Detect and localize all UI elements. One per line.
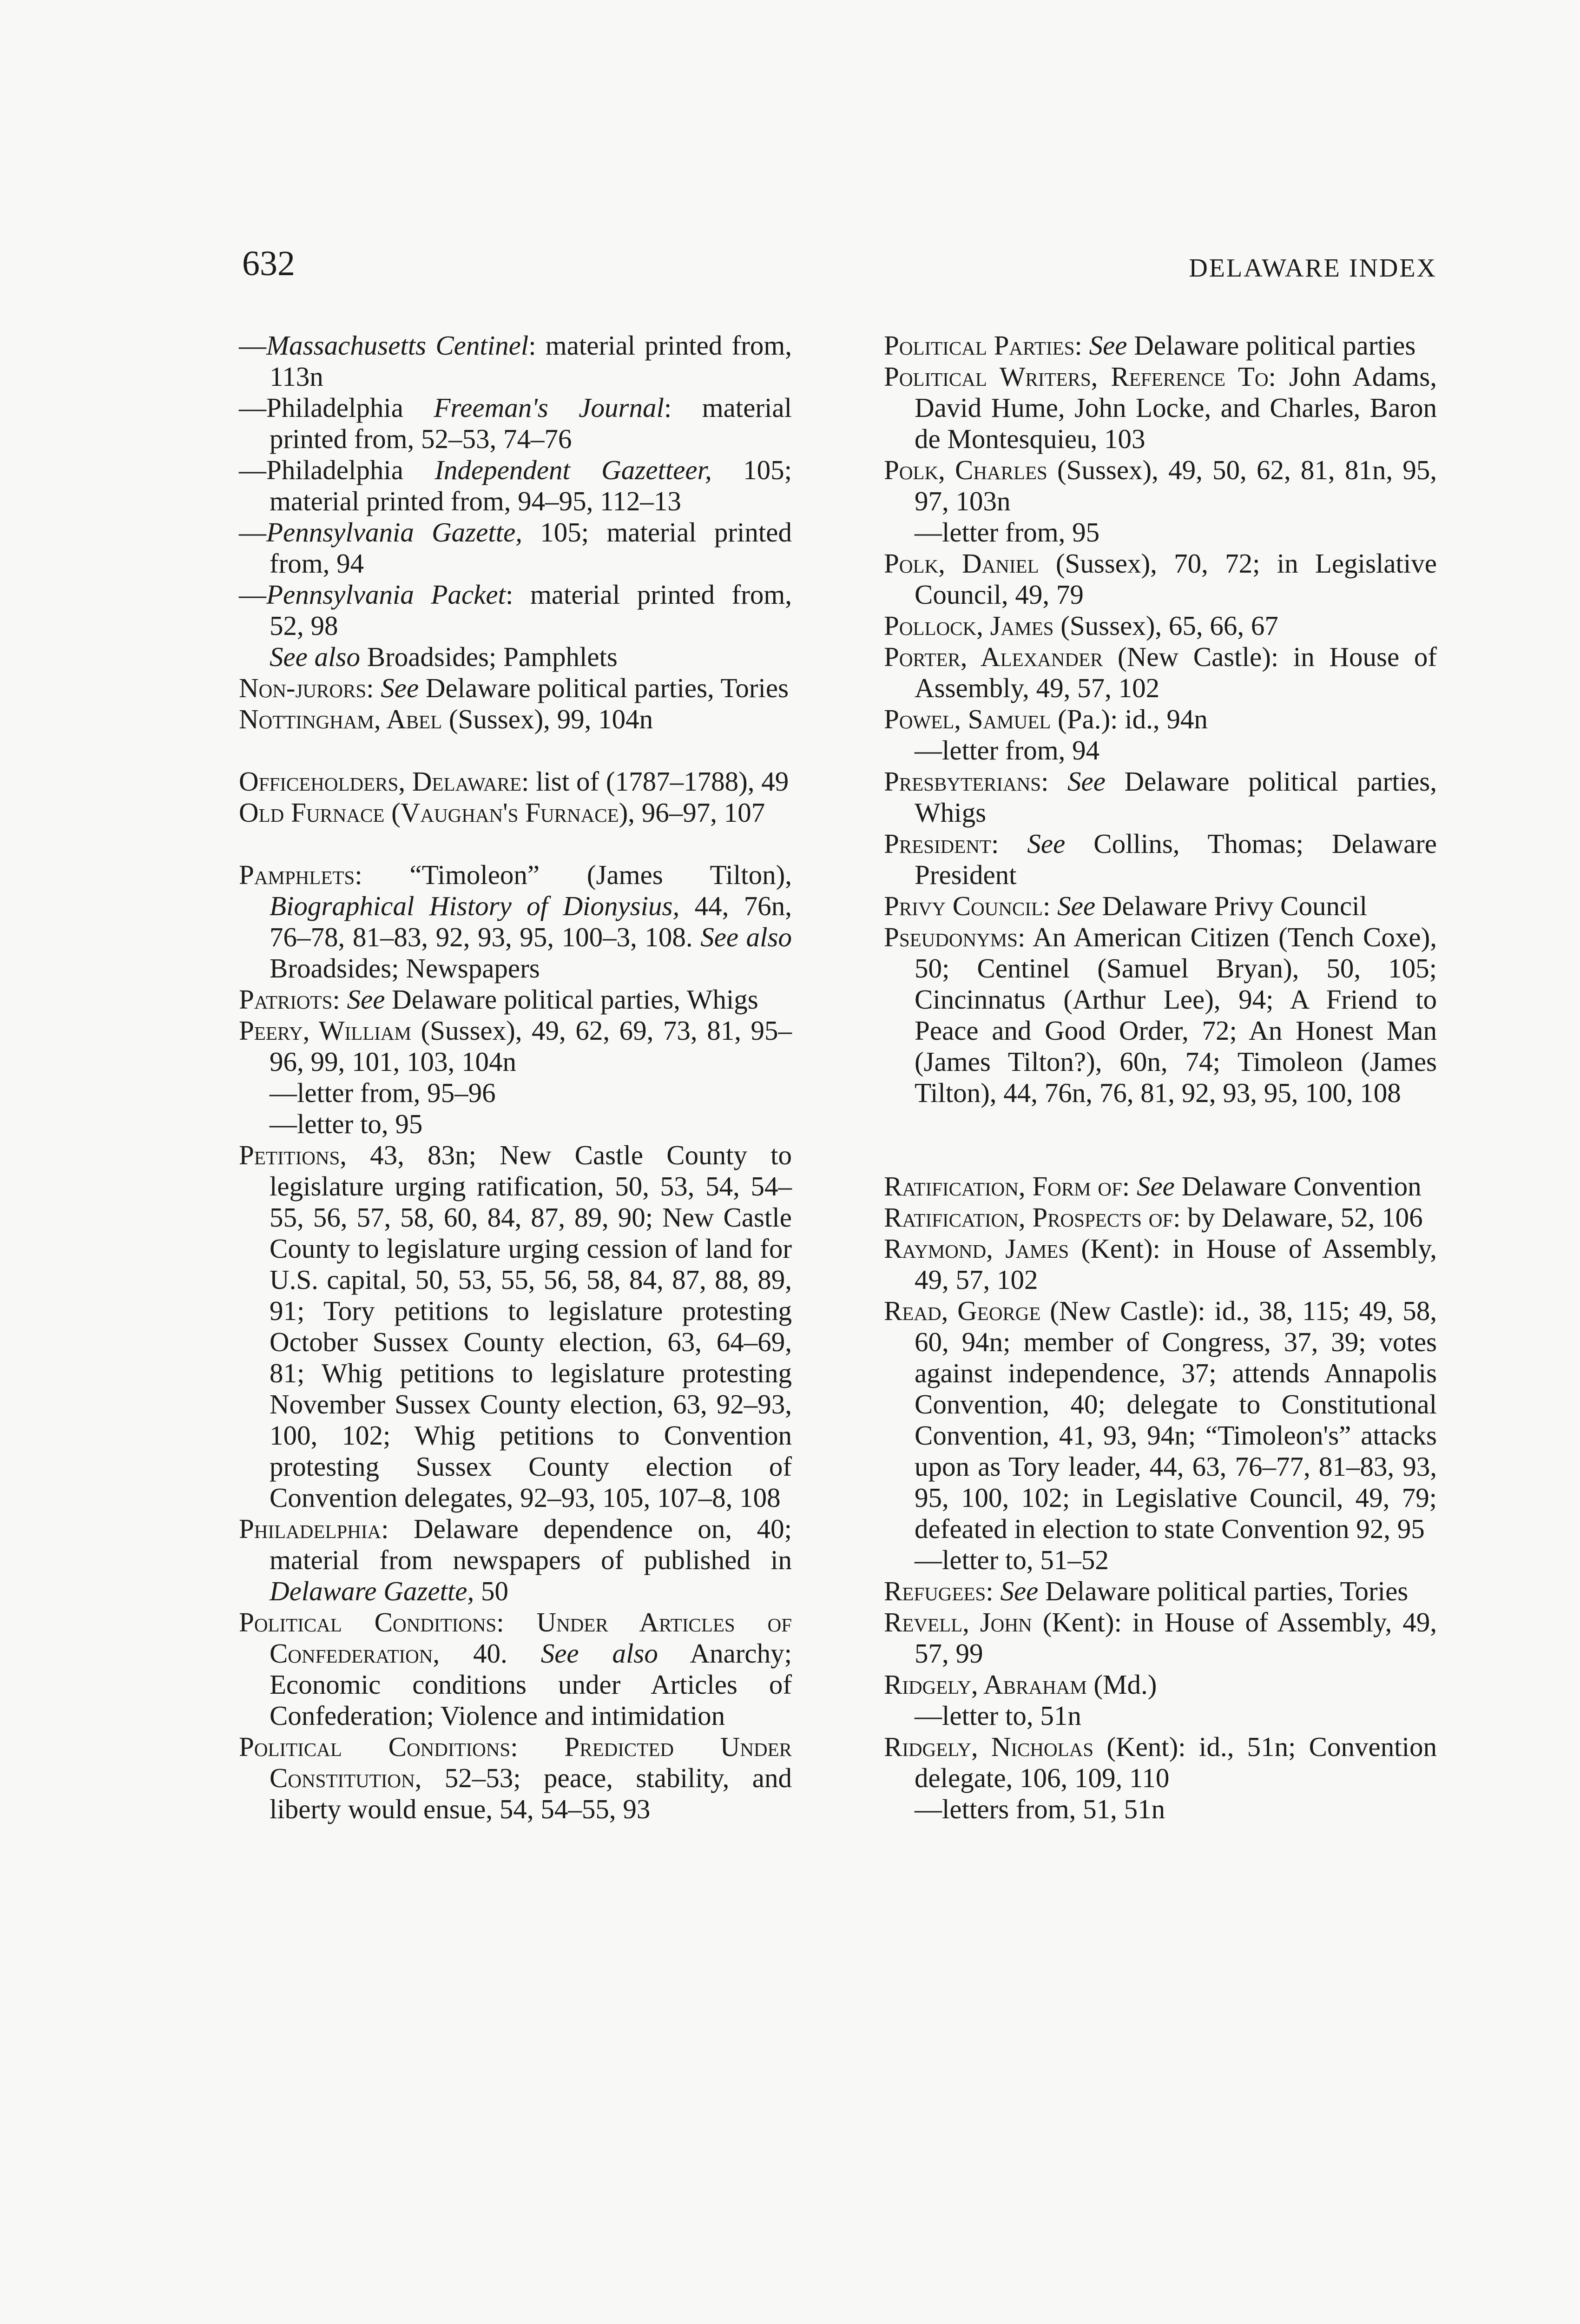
entry-heading: Refugees:: [884, 1576, 994, 1606]
index-subentry: —letters from, 51, 51n: [915, 1794, 1165, 1824]
entry-heading: Political Parties:: [884, 330, 1082, 361]
index-entry-massachusetts-centinel: [239, 330, 792, 392]
index-subentry: —letter from, 94: [915, 735, 1100, 766]
index-entry-pennsylvania-gazette: [239, 517, 792, 579]
dash: —: [239, 517, 266, 548]
entry-heading: Read, George: [884, 1295, 1041, 1326]
entry-text: Delaware Convention: [1174, 1171, 1422, 1202]
entry-text: (Sussex), 65, 66, 67: [1053, 610, 1278, 641]
newspaper-title: Independent Gazetteer,: [434, 455, 712, 485]
entry-text: (Sussex), 99, 104n: [442, 704, 653, 734]
entry-text: —Philadelphia: [239, 392, 434, 423]
index-entry-patriots: [239, 984, 792, 1015]
index-entry-old-furnace: [239, 797, 792, 828]
see-label: See: [1067, 766, 1106, 797]
entry-heading: Pseudonyms:: [884, 922, 1026, 952]
entry-text: : material printed from, 52–53, 74–76: [270, 392, 792, 454]
index-entry-ratification-form: [884, 1171, 1437, 1202]
entry-heading: Powel, Samuel: [884, 704, 1051, 734]
index-entry-ratification-prospects: [884, 1202, 1437, 1233]
entry-text: Broadsides; Pamphlets: [360, 641, 618, 672]
index-subentry: —letter from, 95–96: [270, 1077, 496, 1108]
entry-text: (New Castle): in House of Assembly, 49, 57, 102: [915, 641, 1437, 703]
entry-text: Delaware political parties, Tories: [419, 673, 789, 703]
entry-heading: Ratification, Form of:: [884, 1171, 1130, 1202]
entry-text: Delaware political parties, Whigs: [915, 766, 1437, 828]
entry-text: John Adams, David Hume, John Locke, and Charles, Baron de Montesquieu, 103: [915, 361, 1437, 454]
entry-text: 105; material printed from, 94: [270, 517, 792, 579]
index-entry-raymond: [884, 1233, 1437, 1295]
entry-heading: Nottingham, Abel: [239, 704, 442, 734]
index-entry-pseudonyms: [884, 922, 1437, 1109]
entry-text: (Kent): id., 51n; Convention delegate, 106, 109, 110: [915, 1731, 1437, 1793]
see-label: See: [347, 984, 385, 1015]
entry-text: 44, 76n, 76–78, 81–83, 92, 93, 95, 100–3, 108.: [270, 891, 792, 952]
entry-text: 105; material printed from, 94–95, 112–13: [270, 455, 792, 516]
entry-heading: Raymond, James: [884, 1233, 1069, 1264]
entry-text: Delaware Privy Council: [1095, 891, 1367, 921]
entry-text: (New Castle): id., 38, 115; 49, 58, 60, 94n; member of Congress, 37, 39; votes against independence, 37; attends Annapolis Convention, 40; delegate to Constitutional Convention, 41, 93, 94n; “Timoleon's” attacks upon as Tory leader, 44, 63, 76–77, 81–83, 93, 95, 100, 102; in Legislative Council, 49, 79; defeated in election to state Convention 92, 95: [915, 1295, 1437, 1544]
index-entry-independent-gazetteer: [239, 455, 792, 517]
entry-text: “Timoleon” (James Tilton),: [362, 859, 792, 890]
index-column-right: [884, 330, 1437, 1825]
entry-text: (Kent): in House of Assembly, 49, 57, 99: [915, 1607, 1437, 1669]
entry-heading: Political Writers, Reference To:: [884, 361, 1276, 392]
entry-heading: Philadelphia:: [239, 1513, 389, 1544]
entry-text: Collins, Thomas; Delaware President: [915, 828, 1437, 890]
see-label: See: [1027, 828, 1066, 859]
newspaper-title: Pennsylvania Packet: [266, 579, 506, 610]
see-also-label: See also: [270, 641, 360, 672]
index-entry-peery: [239, 1015, 792, 1077]
see-label: See: [381, 673, 419, 703]
index-entry-porter: [884, 641, 1437, 704]
see-label: See: [1000, 1576, 1039, 1606]
index-subentry: —letter to, 95: [270, 1109, 423, 1139]
entry-text: 43, 83n; New Castle County to legislature urging ratification, 50, 53, 54, 54–55, 56, 57, 58, 60, 84, 87, 89, 90; New Castle County to legislature urging cession of land for U.S. capital, 50, 53, 55, 56, 58, 84, 87, 88, 89, 91; Tory petitions to legislature protesting October Sussex County election, 63, 64–69, 81; Whig petitions to legislature protesting November Sussex County election, 63, 92–93, 100, 102; Whig petitions to Convention protesting Sussex County election of Convention delegates, 92–93, 105, 107–8, 108: [270, 1140, 792, 1513]
entry-heading: Ratification, Prospects of:: [884, 1202, 1181, 1233]
index-column-left: [239, 330, 792, 1825]
entry-heading: Petitions,: [239, 1140, 347, 1170]
entry-text: Delaware political parties, Tories: [1038, 1576, 1409, 1606]
index-entry-petitions: [239, 1140, 792, 1513]
entry-text: Delaware political parties, Whigs: [385, 984, 758, 1015]
index-entry-ridgely-abraham: [884, 1669, 1437, 1700]
entry-heading: Non-jurors:: [239, 673, 374, 703]
see-label: See: [1089, 330, 1127, 361]
entry-text: —Philadelphia: [239, 455, 435, 485]
index-entry-powel: [884, 704, 1437, 735]
entry-text: Broadsides; Newspapers: [270, 953, 540, 984]
entry-heading: Officeholders, Delaware:: [239, 766, 529, 797]
entry-text: by Delaware, 52, 106: [1180, 1202, 1423, 1233]
see-label: See: [1057, 891, 1096, 921]
entry-heading: Polk, Daniel: [884, 548, 1039, 579]
entry-heading: Privy Council:: [884, 891, 1051, 921]
index-entry-non-jurors: [239, 673, 792, 704]
index-entry-president: [884, 828, 1437, 891]
entry-text: (Sussex), 49, 50, 62, 81, 81n, 95, 97, 103n: [915, 455, 1437, 516]
entry-text: (Sussex), 70, 72; in Legislative Council, 49, 79: [915, 548, 1437, 610]
see-label: See: [1136, 1171, 1175, 1202]
index-entry-nottingham: [239, 704, 792, 735]
entry-heading: Ridgely, Abraham: [884, 1669, 1087, 1700]
entry-text: list of (1787–1788), 49: [529, 766, 789, 797]
newspaper-title: Massachusetts Centinel: [266, 330, 529, 361]
newspaper-title: Pennsylvania Gazette,: [266, 517, 523, 548]
index-entry-philadelphia: [239, 1513, 792, 1607]
entry-text: (Md.): [1086, 1669, 1157, 1700]
index-entry-polk-daniel: [884, 548, 1437, 610]
index-entry-political-parties: [884, 330, 1437, 361]
dash: —: [239, 579, 266, 610]
entry-heading: Ridgely, Nicholas: [884, 1731, 1094, 1762]
entry-text: (Pa.): id., 94n: [1051, 704, 1208, 734]
index-entry-ridgely-nicholas: [884, 1731, 1437, 1794]
entry-heading: Presbyterians:: [884, 766, 1049, 797]
entry-text: Delaware dependence on, 40; material from newspapers of published in: [270, 1513, 792, 1575]
newspaper-title: Freeman's Journal: [434, 392, 664, 423]
entry-text: 96–97, 107: [635, 797, 765, 828]
index-entry-political-conditions-constitution: [239, 1731, 792, 1825]
index-see-also-broadsides: [239, 641, 792, 673]
entry-heading: Pollock, James: [884, 610, 1054, 641]
index-entry-presbyterians: [884, 766, 1437, 828]
index-entry-pennsylvania-packet: [239, 579, 792, 641]
entry-heading: President:: [884, 828, 999, 859]
entry-text: 40.: [440, 1638, 541, 1669]
page-number: 632: [242, 244, 295, 283]
entry-text: An American Citizen (Tench Coxe), 50; Centinel (Samuel Bryan), 50, 105; Cincinnatus (Arthur Lee), 94; A Friend to Peace and Good Order, 72; An Honest Man (James Tilton?), 60n, 74; Timoleon (James Tilton), 44, 76n, 76, 81, 92, 93, 95, 100, 108: [915, 922, 1437, 1108]
entry-heading: Porter, Alexander: [884, 641, 1103, 672]
index-entry-polk-charles: [884, 455, 1437, 517]
index-entry-freemans-journal: [239, 392, 792, 455]
newspaper-title: Delaware Gazette,: [270, 1576, 474, 1606]
entry-heading: Patriots:: [239, 984, 340, 1015]
index-entry-refugees: [884, 1576, 1437, 1607]
see-also-label: See also: [700, 922, 792, 952]
entry-text: 50: [474, 1576, 508, 1606]
pamphlet-title: Biographical History of Dionysius,: [270, 891, 680, 921]
index-subentry: —letter from, 95: [915, 517, 1100, 548]
entry-text: Anarchy; Economic conditions under Articles of Confederation; Violence and intimidation: [270, 1638, 792, 1731]
entry-text: : material printed from, 113n: [270, 330, 792, 392]
entry-heading: Polk, Charles: [884, 455, 1047, 485]
entry-heading: Political Conditions: Under Articles of Confederation,: [239, 1607, 792, 1669]
index-entry-revell: [884, 1607, 1437, 1669]
index-entry-read: [884, 1295, 1437, 1545]
entry-heading: Pamphlets:: [239, 859, 362, 890]
entry-heading: Peery, William: [239, 1015, 411, 1046]
entry-text: 52–53; peace, stability, and liberty would ensue, 54, 54–55, 93: [270, 1763, 792, 1824]
entry-heading: Old Furnace (Vaughan's Furnace),: [239, 797, 635, 828]
index-entry-pollock: [884, 610, 1437, 641]
index-entry-officeholders: [239, 766, 792, 797]
index-entry-privy-council: [884, 891, 1437, 922]
entry-text: Delaware political parties: [1127, 330, 1416, 361]
see-also-label: See also: [540, 1638, 658, 1669]
index-entry-political-writers: [884, 361, 1437, 455]
index-entry-pamphlets: [239, 859, 792, 984]
running-head: DELAWARE INDEX: [1189, 254, 1437, 283]
entry-heading: Political Conditions: Predicted Under Constitution,: [239, 1731, 792, 1793]
index-subentry: —letter to, 51–52: [915, 1545, 1109, 1575]
dash: —: [239, 330, 266, 361]
entry-heading: Revell, John: [884, 1607, 1032, 1637]
index-entry-political-conditions-articles: [239, 1607, 792, 1731]
entry-text: : material printed from, 52, 98: [270, 579, 792, 641]
entry-text: (Sussex), 49, 62, 69, 73, 81, 95–96, 99, 101, 103, 104n: [270, 1015, 792, 1077]
index-subentry: —letter to, 51n: [915, 1700, 1081, 1731]
entry-text: (Kent): in House of Assembly, 49, 57, 102: [915, 1233, 1437, 1295]
